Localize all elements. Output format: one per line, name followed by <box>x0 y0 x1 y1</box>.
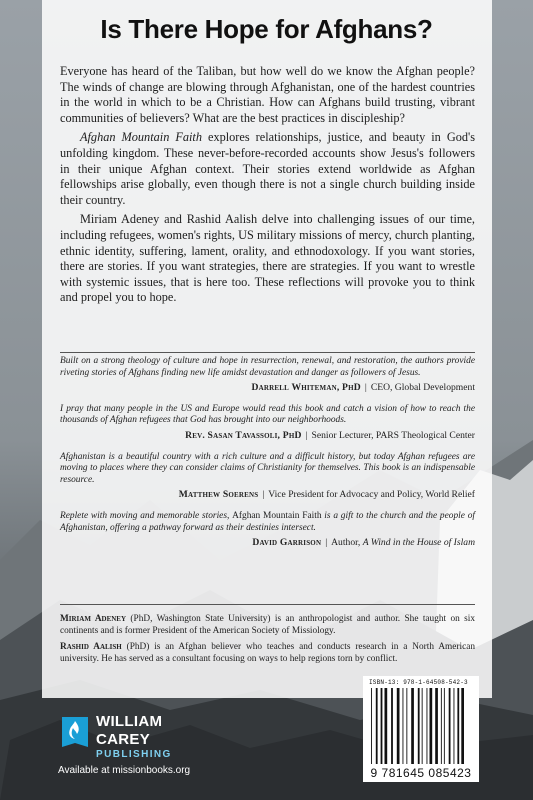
endorsement-attribution: David Garrison | Author, A Wind in the House of Islam <box>252 537 475 549</box>
book-title-italic: Afghan Mountain Faith <box>80 130 202 145</box>
endorsements <box>60 356 475 559</box>
barcode-bar <box>454 688 455 764</box>
barcode-bar <box>385 688 388 764</box>
bio-text: (PhD) is an Afghan believer who teaches and conducts research in a North American university. He has served as a consultant focusing on ways to help regions torn by conflict. <box>60 642 475 664</box>
page-title: Is There Hope for Afghans? <box>100 14 433 44</box>
endorsement-attribution: Rev. Sasan Tavassoli, PhD | Senior Lecturer, PARS Theological Center <box>185 429 475 441</box>
endorser-name: David Garrison <box>252 537 322 549</box>
endorser-name: Matthew Soerens <box>178 489 259 501</box>
endorser-role: CEO, Global Development <box>370 382 475 394</box>
barcode-bar <box>397 688 400 764</box>
quote-text: Replete with moving and memorable stories, <box>60 510 233 521</box>
paragraph-text: explores relationships, justice, and beauty in God's unfolding kingdom. These never-before-recorded accounts show Jesus's followers in their unique Afghan context. Their stories extend worldwide as Afghan fellowships arise globally, even though there is not a single church building inside their country. <box>60 130 475 207</box>
barcode-bar <box>457 688 459 764</box>
author-name: Rashid Aalish <box>60 642 122 653</box>
barcode-bar <box>376 688 378 764</box>
barcode-bar <box>430 688 433 764</box>
endorsement-quote: I pray that many people in the US and Europe would read this book and catch a vision of how to reach the thousands of Afghan refugees that God has brought into our neighborhoods. <box>60 403 475 426</box>
quote-text: is a gift to the church and the people of Afghanistan, offering a pathway forward as their destinies intersect. <box>60 510 475 533</box>
divider-top <box>60 352 475 353</box>
barcode-bar <box>461 688 464 764</box>
barcode-bar <box>422 688 423 764</box>
barcode-bar <box>449 688 451 764</box>
publisher-name-line1: WILLIAM <box>96 713 163 730</box>
isbn-barcode <box>363 676 479 782</box>
author-name: Miriam Adeney <box>60 614 127 624</box>
barcode-bar <box>418 688 420 764</box>
availability-link[interactable]: Available at missionbooks.org <box>58 765 191 776</box>
endorsement <box>60 356 475 394</box>
endorser-role: Author, <box>331 537 363 549</box>
bio-text: (PhD, Washington State University) is an anthropologist and author. She taught on six continents and is former President of the American Society of Missiology. <box>60 614 475 636</box>
publisher-name-line2: CAREY <box>96 731 151 748</box>
author-bio <box>60 642 475 665</box>
endorsement <box>60 511 475 549</box>
description-paragraph: Everyone has heard of the Taliban, but how well do we know the Afghan people? The winds of change are blowing through Afghanistan, one of the hardest countries in the world in which to be a Christian. How can Afghans build trusting, vibrant communities of believers? What are the best practices in discipleship? <box>60 64 475 125</box>
isbn-label: ISBN-13: 978-1-64508-542-3 <box>369 679 468 686</box>
barcode-bar <box>381 688 383 764</box>
barcode-bar <box>406 688 407 764</box>
endorser-name: Rev. Sasan Tavassoli, PhD <box>185 429 302 441</box>
endorsement-attribution: Darrell Whiteman, PhD | CEO, Global Development <box>251 382 475 394</box>
flame-book-icon <box>58 713 92 751</box>
endorsement-quote: Built on a strong theology of culture and hope in resurrection, renewal, and restoration, the authors provide riveting stories of Afghans finding new life amidst devastation and danger as followers of Jesus. <box>60 356 475 378</box>
description-paragraph <box>60 130 475 208</box>
author-bio <box>60 614 475 637</box>
endorsement-quote: Afghanistan is a beautiful country with a rich culture and a difficult history, but today Afghan refugees are moving to places where they can consider claims of Christianity for themselves. This book is an indispensable resource. <box>60 451 475 485</box>
book-title-roman: Afghan Mountain Faith <box>232 510 322 521</box>
barcode-bar <box>441 688 442 764</box>
barcode-bar <box>444 688 445 764</box>
endorser-role: Senior Lecturer, PARS Theological Center <box>311 429 475 441</box>
endorsement <box>60 452 475 501</box>
barcode-digits: 9 781645 085423 <box>370 766 472 780</box>
divider-bottom <box>60 604 475 605</box>
endorsement-quote <box>60 511 475 534</box>
description-paragraph: Miriam Adeney and Rashid Aalish delve into challenging issues of our time, including refugees, women's rights, US military missions of mercy, church planting, ethnic identity, suffering, lament, orality, and ethnodoxology. If you want stories, there are stories. If you want strategies, there are strategies. If you want to wrestle with systemic issues, that is here too. These reflections will provoke you to think and propel you to hope. <box>60 212 475 305</box>
endorser-book: A Wind in the House of Islam <box>362 537 475 549</box>
endorser-role: Vice President for Advocacy and Policy, World Relief <box>268 489 475 501</box>
barcode-bar <box>435 688 438 764</box>
barcode-bar <box>403 688 404 764</box>
barcode-bars <box>369 688 473 766</box>
endorsement <box>60 404 475 442</box>
publisher-name-line3: PUBLISHING <box>96 749 172 760</box>
endorsement-attribution: Matthew Soerens | Vice President for Advocacy and Policy, World Relief <box>178 489 475 501</box>
barcode-bar <box>391 688 393 764</box>
barcode-bar <box>411 688 414 764</box>
book-description <box>60 64 475 310</box>
barcode-bar <box>427 688 428 764</box>
author-bios <box>60 614 475 670</box>
endorser-name: Darrell Whiteman, PhD <box>251 382 361 394</box>
barcode-bar <box>371 688 372 764</box>
